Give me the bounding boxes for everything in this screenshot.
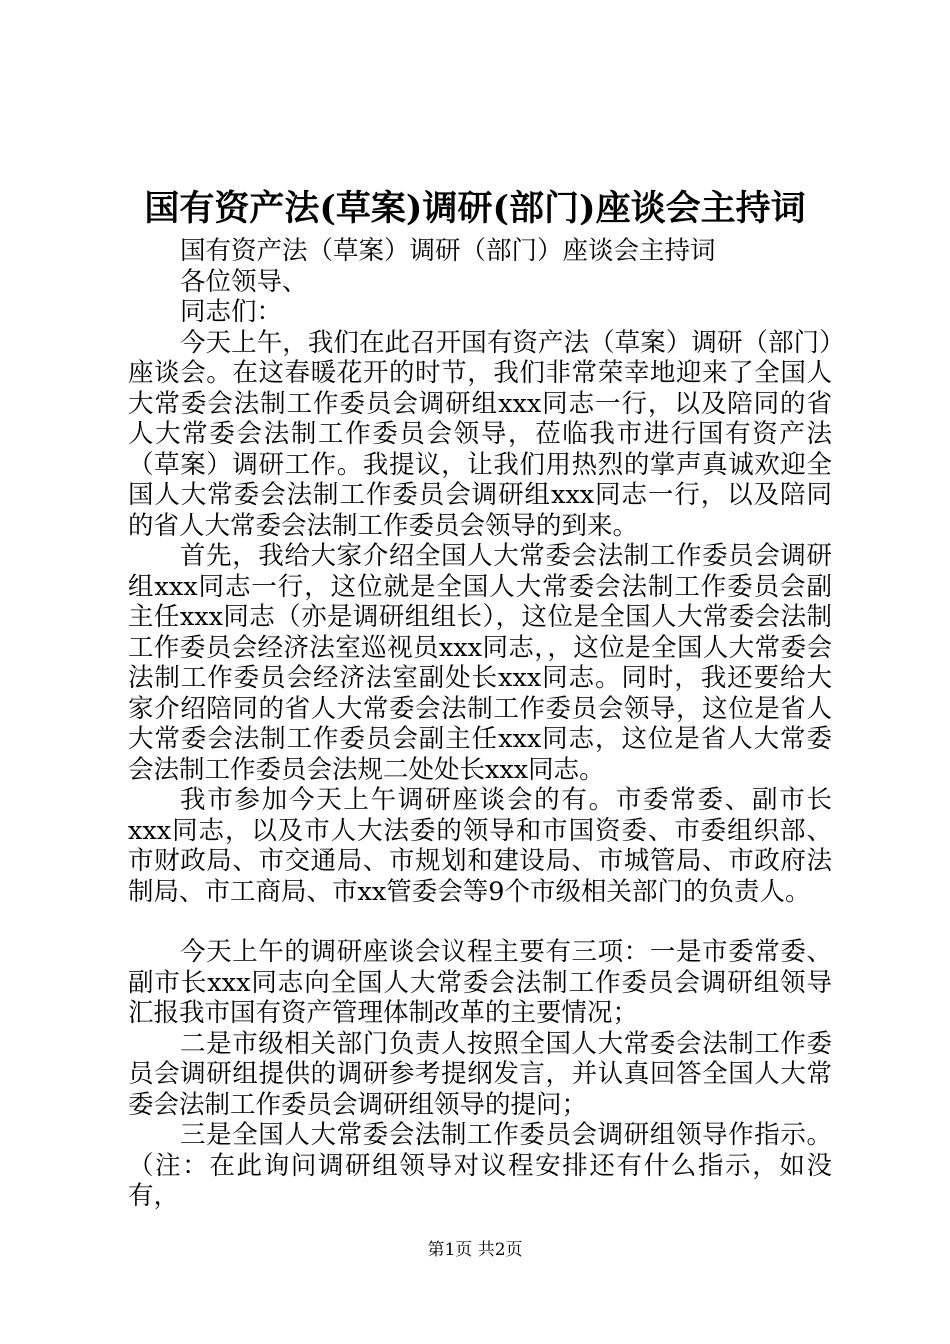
paragraph-opening: 今天上午，我们在此召开国有资产法（草案）调研（部门）座谈会。在这春暖花开的时节，我们非常荣幸地迎来了全国人大常委会法制工作委员会调研组xxx同志一行，以及陪同的省人大常委会法制工作委员会领导，莅临我市进行国有资产法（草案）调研工作。我提议，让我们用热烈的掌声真诚欢迎全国人大常委会法制工作委员会调研组xxx同志一行，以及陪同的省人大常委会法制工作委员会领导的到来。 xyxy=(128,327,832,541)
paragraph-agenda-3: 三是全国人大常委会法制工作委员会调研组领导作指示。（注：在此询问调研组领导对议程安排还有什么指示，如没有， xyxy=(128,1120,832,1211)
salutation-comrades: 同志们： xyxy=(180,297,283,327)
paragraph-introductions: 首先，我给大家介绍全国人大常委会法制工作委员会调研组xxx同志一行，这位就是全国人大常委会法制工作委员会副主任xxx同志（亦是调研组组长），这位是全国人大常委会法制工作委员会经济法室巡视员xxx同志，，这位是全国人大常委会法制工作委员会经济法室副处长xxx同志。同时，我还要给大家介绍陪同的省人大常委会法制工作委员会领导，这位是省人大常委会法制工作委员会副主任xxx同志，这位是省人大常委会法制工作委员会法规二处处长xxx同志。 xyxy=(128,541,832,785)
document-body xyxy=(128,236,832,1212)
paragraph-attendees: 我市参加今天上午调研座谈会的有。市委常委、副市长xxx同志，以及市人大法委的领导和市国资委、市委组织部、市财政局、市交通局、市规划和建设局、市城管局、市政府法制局、市工商局、市xx管委会等9个市级相关部门的负责人。 xyxy=(128,785,832,907)
body-heading: 国有资产法（草案）调研（部门）座谈会主持词 xyxy=(180,236,716,266)
salutation-leaders: 各位领导、 xyxy=(180,266,308,297)
page-footer: 第1页 共2页 xyxy=(427,1240,523,1260)
paragraph-agenda-1: 今天上午的调研座谈会议程主要有三项：一是市委常委、副市长xxx同志向全国人大常委会法制工作委员会调研组领导汇报我市国有资产管理体制改革的主要情况； xyxy=(128,937,832,1028)
paragraph-agenda-2: 二是市级相关部门负责人按照全国人大常委会法制工作委员会调研组提供的调研参考提纲发言，并认真回答全国人大常委会法制工作委员会调研组领导的提问； xyxy=(128,1028,832,1120)
document-title: 国有资产法(草案)调研(部门)座谈会主持词 xyxy=(144,188,806,229)
blank-line xyxy=(128,907,832,937)
